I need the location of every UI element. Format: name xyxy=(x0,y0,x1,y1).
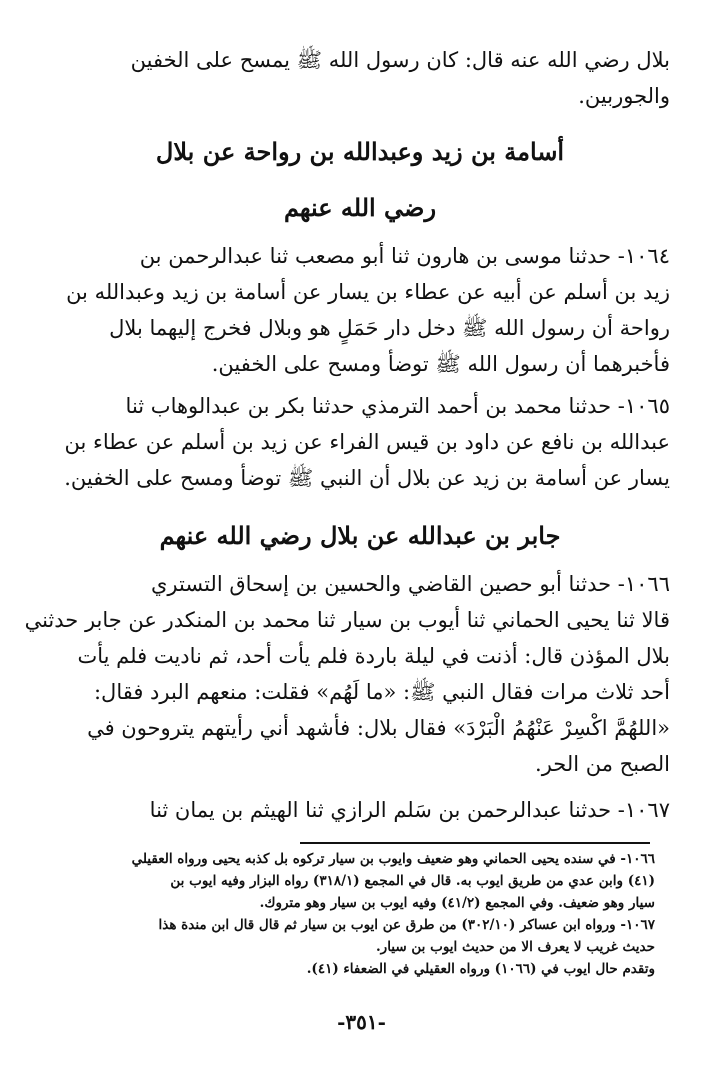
hadith-line: أحد ثلاث مرات فقال النبي ﷺ: «ما لَهُم» فقلت: منعهم البرد فقال: xyxy=(93,680,670,704)
intro-line: بلال رضي الله عنه قال: كان رسول الله ﷺ يمسح على الخفين xyxy=(130,48,670,72)
intro-paragraph xyxy=(120,42,670,114)
footnote-line: حديث غريب لا يعرف الا من حديث ايوب بن سيار. xyxy=(375,939,655,955)
hadith-line: قالا ثنا يحيى الحماني ثنا أيوب بن سيار ثنا محمد بن المنكدر عن جابر حدثني xyxy=(24,608,670,632)
page-number: -٣٥١- xyxy=(337,1010,386,1034)
footnote-line: سيار وهو ضعيف. وفي المجمع (٤١/٢) وفيه ايوب بن سيار وهو متروك. xyxy=(259,895,655,911)
section-heading-line: أسامة بن زيد وعبدالله بن رواحة عن بلال xyxy=(155,137,565,166)
section-heading xyxy=(60,134,660,170)
footnote-line: وتقدم حال ايوب في (١٠٦٦) ورواه العقيلي في الضعفاء (٤١). xyxy=(306,961,655,977)
hadith-line: ١٠٦٥- حدثنا محمد بن أحمد الترمذي حدثنا بكر بن عبدالوهاب ثنا xyxy=(125,394,670,418)
footnote-line: (٤١) وابن عدي من طريق ايوب به. قال في المجمع (٣١٨/١) رواه البزار وفيه ايوب بن xyxy=(170,873,655,889)
footnote-line: ١٠٦٧- ورواه ابن عساكر (٣٠٢/١٠) من طرق عن ايوب بن سيار ثم قال قال ابن مندة هذا xyxy=(158,917,655,933)
hadith-line: ١٠٦٤- حدثنا موسى بن هارون ثنا أبو مصعب ثنا عبدالرحمن بن xyxy=(139,244,670,268)
intro-line: والجوربين. xyxy=(578,84,670,108)
hadith-line: بلال المؤذن قال: أذنت في ليلة باردة فلم يأت أحد، ثم ناديت فلم يأت xyxy=(77,644,670,668)
hadith-line: رواحة أن رسول الله ﷺ دخل دار حَمَلٍ هو وبلال فخرج إليهما بلال xyxy=(109,316,670,340)
hadith-1064 xyxy=(66,238,670,382)
section-heading-line: جابر بن عبدالله عن بلال رضي الله عنهم xyxy=(159,521,561,550)
footnote-line: ١٠٦٦- في سنده يحيى الحماني وهو ضعيف وايوب بن سيار تركوه بل كذبه يحيى ورواه العقيلي xyxy=(131,851,655,867)
hadith-line: ١٠٦٦- حدثنا أبو حصين القاضي والحسين بن إسحاق التستري xyxy=(151,572,670,596)
hadith-line: فأخبرهما أن رسول الله ﷺ توضأ ومسح على الخفين. xyxy=(211,352,670,376)
hadith-line: زيد بن أسلم عن أبيه عن عطاء بن يسار عن أسامة بن زيد وعبدالله بن xyxy=(66,280,670,304)
section-heading xyxy=(60,518,660,554)
section-heading xyxy=(60,190,660,226)
footnote-divider xyxy=(300,842,650,844)
section-heading-line: رضي الله عنهم xyxy=(283,193,437,222)
hadith-line: يسار عن أسامة بن زيد عن بلال أن النبي ﷺ توضأ ومسح على الخفين. xyxy=(64,466,670,490)
hadith-line: ١٠٦٧- حدثنا عبدالرحمن بن سَلم الرازي ثنا الهيثم بن يمان ثنا xyxy=(149,798,670,822)
hadith-line: الصبح من الحر. xyxy=(535,752,670,776)
hadith-1065 xyxy=(64,388,670,496)
hadith-line: «اللهُمَّ اكْسِرْ عَنْهُمُ الْبَرْدَ» فقال بلال: فأشهد أني رأيتهم يتروحون في xyxy=(87,716,670,740)
hadith-1067 xyxy=(120,792,670,828)
hadith-1066 xyxy=(24,566,670,782)
footnotes xyxy=(100,848,655,980)
hadith-line: عبدالله بن نافع عن داود بن قيس الفراء عن زيد بن أسلم عن عطاء بن xyxy=(64,430,670,454)
